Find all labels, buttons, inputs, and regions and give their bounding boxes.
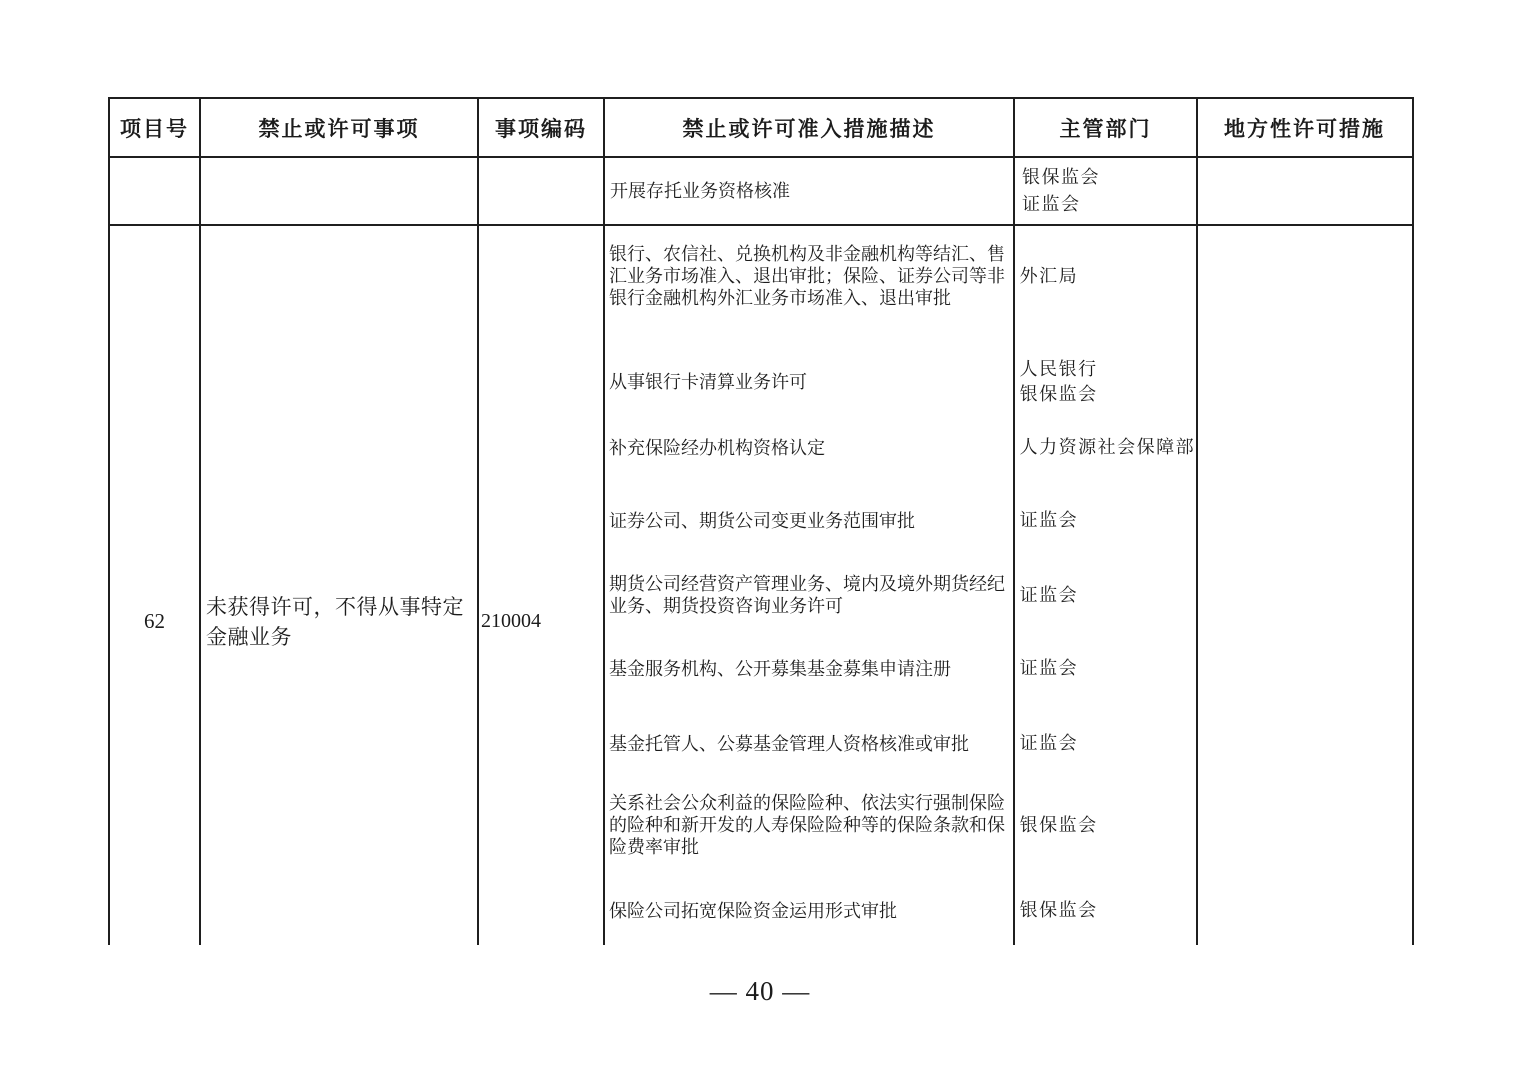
measure-departments (1012, 435, 1196, 460)
measure-description: 期货公司经营资产管理业务、境内及境外期货经纪业务、期货投资咨询业务许可 (609, 574, 1005, 616)
column-header-local-measures: 地方性许可措施 (1224, 116, 1385, 141)
measure-block (605, 656, 1196, 731)
code-cell-empty (479, 158, 605, 224)
measure-block (605, 357, 1196, 435)
measure-block (605, 898, 1196, 945)
measure-inner (605, 898, 1196, 923)
table-row-continuation (110, 158, 1412, 226)
local-measure-cell-empty (1198, 158, 1411, 224)
measure-departments (1015, 158, 1198, 224)
item-code: 210004 (481, 610, 541, 632)
measure-inner (605, 435, 1196, 460)
code-cell (479, 226, 605, 945)
measure-description: 银行、农信社、兑换机构及非金融机构等结汇、售汇业务市场准入、退出审批；保险、证券公司等非银行金融机构外汇业务市场准入、退出审批 (609, 244, 1005, 308)
department-name: 证监会 (1019, 658, 1079, 678)
measure-inner (605, 656, 1196, 681)
measure-departments (1012, 656, 1196, 681)
measure-description: 从事银行卡清算业务许可 (609, 372, 807, 392)
measure-description: 基金托管人、公募基金管理人资格核准或审批 (609, 733, 969, 754)
negative-list-table (108, 97, 1414, 945)
local-measure-cell (1198, 226, 1411, 945)
measure-inner (605, 792, 1196, 858)
department-name: 银保监会 (1019, 814, 1098, 835)
department-name: 银保监会 (1019, 900, 1098, 920)
measure-block (605, 508, 1196, 573)
measure-block (605, 792, 1196, 898)
matter-text: 未获得许可，不得从事特定金融业务 (206, 594, 464, 649)
measure-description: 基金服务机构、公开募集基金募集申请注册 (609, 658, 951, 679)
measure-departments (1012, 583, 1196, 608)
column-header-item-no: 项目号 (110, 99, 201, 156)
measure-inner (605, 731, 1196, 756)
measure-description: 补充保险经办机构资格认定 (609, 437, 825, 458)
measure-description: 保险公司拓宽保险资金运用形式审批 (609, 900, 897, 921)
column-header-department: 主管部门 (1015, 99, 1198, 156)
column-header-code: 事项编码 (479, 99, 605, 156)
item-number: 62 (144, 609, 165, 633)
matter-cell (201, 226, 479, 945)
department-name: 银保监会 (1022, 167, 1100, 187)
department-name: 银保监会 (1019, 384, 1098, 404)
measure-inner (605, 357, 1196, 407)
column-header-measures: 禁止或许可准入措施描述 (605, 99, 1015, 156)
measure-description: 证券公司、期货公司变更业务范围审批 (609, 510, 915, 531)
department-name: 人力资源社会保障部 (1019, 437, 1196, 457)
measure-inner (605, 243, 1196, 309)
item-no-cell-empty (110, 158, 201, 224)
table-row-62 (110, 226, 1412, 945)
measure-departments (1012, 264, 1196, 289)
column-header-matter: 禁止或许可事项 (201, 99, 479, 156)
measure-departments (1012, 508, 1196, 533)
measure-block (605, 243, 1196, 357)
department-name: 外汇局 (1019, 265, 1079, 286)
matter-cell-empty (201, 158, 479, 224)
measure-departments (1012, 813, 1196, 838)
table-header-row (110, 99, 1412, 158)
page-number: — 40 — (709, 976, 811, 1006)
column-divider-line (1013, 226, 1015, 945)
measure-inner (605, 573, 1196, 617)
department-name: 证监会 (1019, 510, 1079, 530)
measure-departments (1012, 731, 1196, 756)
item-no-cell (110, 226, 201, 945)
measure-departments (1012, 357, 1196, 407)
measure-description: 开展存托业务资格核准 (605, 158, 1015, 224)
measure-block (605, 435, 1196, 508)
measures-and-departments-area (605, 226, 1198, 945)
department-name: 证监会 (1019, 584, 1079, 605)
department-name: 证监会 (1022, 194, 1081, 214)
measure-departments (1012, 898, 1196, 923)
department-name: 证监会 (1019, 733, 1079, 753)
measure-description: 关系社会公众利益的保险险种、依法实行强制保险的险种和新开发的人寿保险险种等的保险条款和保险费率审批 (609, 793, 1005, 857)
measure-block (605, 731, 1196, 792)
department-name: 人民银行 (1019, 359, 1098, 379)
measure-inner (605, 508, 1196, 533)
measure-block (605, 573, 1196, 656)
